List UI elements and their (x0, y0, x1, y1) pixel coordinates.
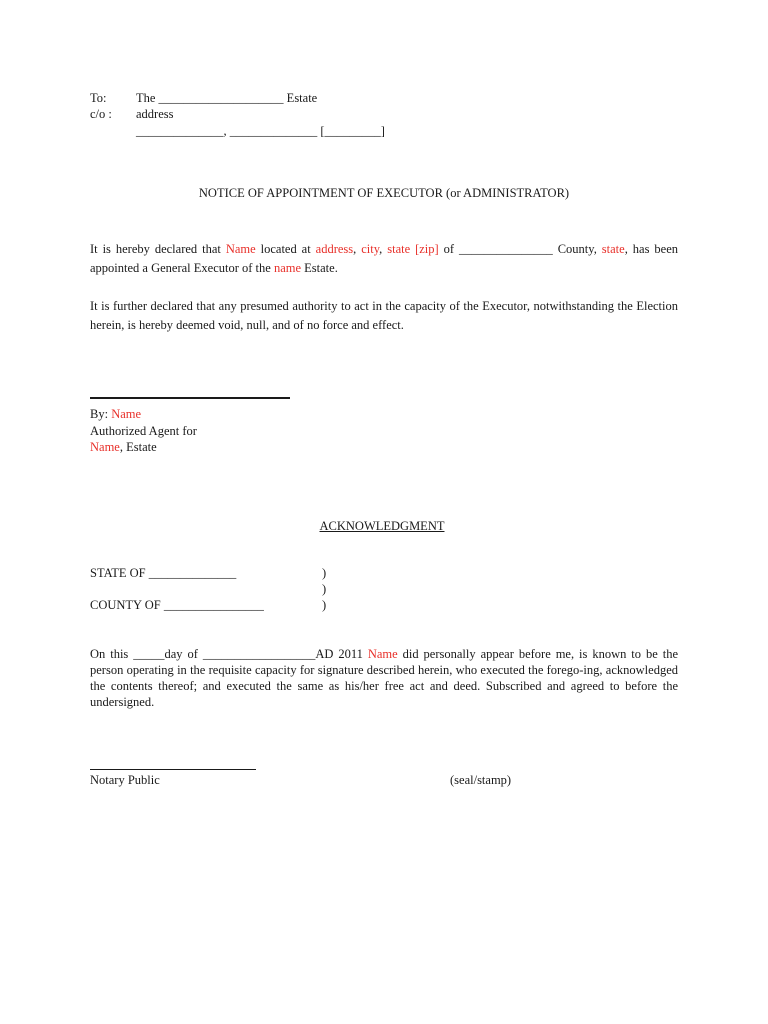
state-zip-field: state [zip] (387, 242, 439, 256)
acknowledgment-paragraph: On this _____day of __________________AD 2011 Name did personally appear before me, is known to be the person operating in the requisite capacity for signature described herein, who executed the forego-ing, acknowledged the contents thereof; and executed the same as his/her free act and deed. Subscribed and agreed to before the undersigned. (90, 647, 678, 709)
venue-bracket: ) (322, 598, 327, 612)
venue-bracket: ) (322, 566, 327, 580)
estate-name-field: name (273, 261, 302, 275)
estate-owner-name-field: Name (90, 440, 120, 454)
declaration-paragraph: It is hereby declared that Name located at address, city, state [zip] of _______________ County, state, has been appointed a General Executor of the name Estate. (90, 242, 678, 275)
to-label: To: (90, 91, 107, 105)
state-of-line: STATE OF ______________ (90, 566, 237, 580)
co-label: c/o : (90, 107, 112, 121)
city-field: city (361, 242, 380, 256)
authority-paragraph: It is further declared that any presumed authority to act in the capacity of the Executor, notwithstanding the Election herein, is hereby deemed void, null, and of no force and effect. (90, 299, 678, 332)
document-title: NOTICE OF APPOINTMENT OF EXECUTOR (or ADMINISTRATOR) (198, 186, 570, 200)
notary-signature-line (90, 769, 256, 770)
by-line: By: Name (90, 407, 142, 421)
authorized-agent-label: Authorized Agent for (90, 424, 197, 438)
signature-line (90, 397, 290, 399)
estate-line: Name, Estate (90, 440, 157, 454)
co-text: address (136, 107, 174, 121)
seal-stamp-label: (seal/stamp) (450, 773, 512, 787)
to-text: The ____________________ Estate (136, 91, 318, 105)
signer-name-field: Name (111, 407, 142, 421)
state-field: state (601, 242, 625, 256)
appearing-name-field: Name (367, 647, 398, 661)
city-state-zip-line: ______________, ______________ [_________] (136, 124, 385, 138)
notary-public-label: Notary Public (90, 773, 160, 787)
acknowledgment-heading: ACKNOWLEDGMENT (319, 519, 445, 533)
county-of-line: COUNTY OF ________________ (90, 598, 264, 612)
name-field: Name (225, 242, 256, 256)
venue-bracket: ) (322, 582, 327, 596)
address-field: address (315, 242, 354, 256)
